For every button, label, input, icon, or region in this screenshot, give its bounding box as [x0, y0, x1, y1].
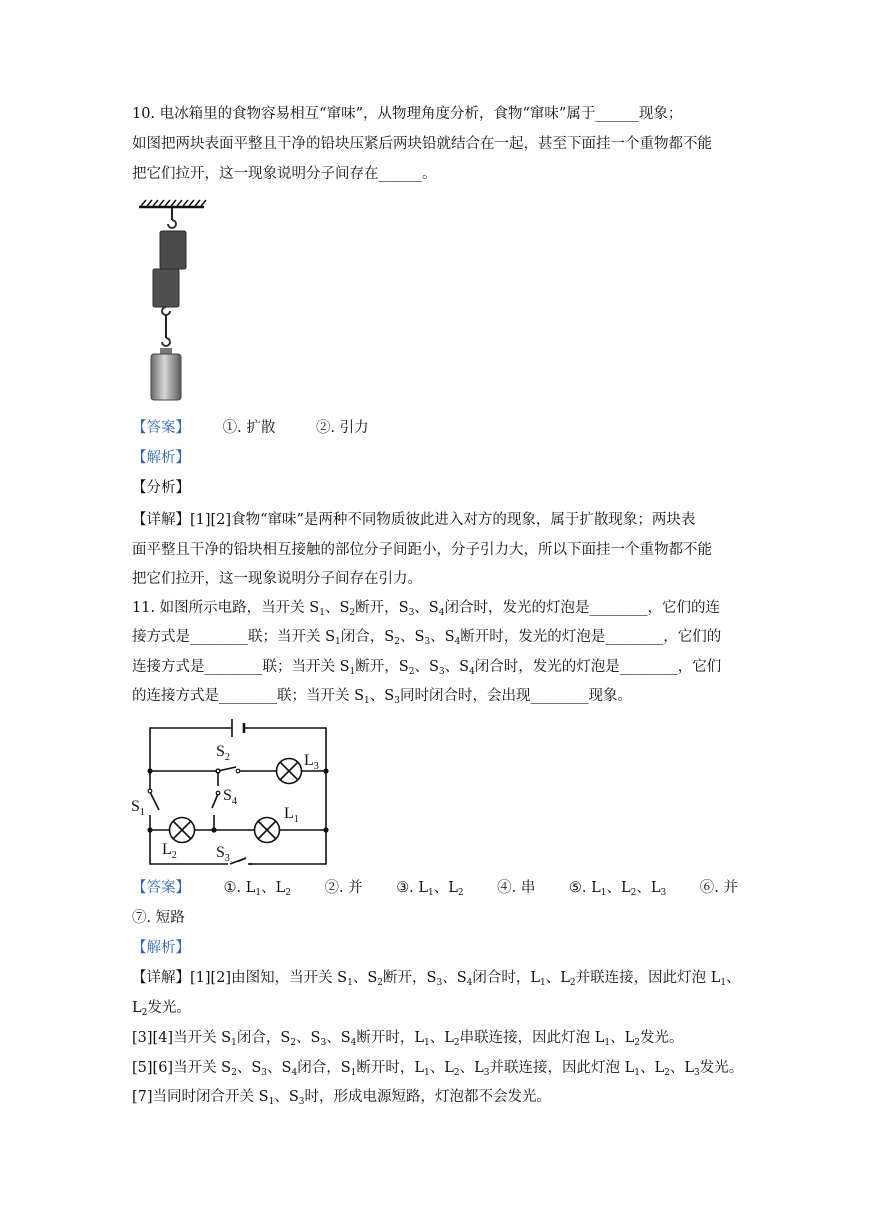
- answer-item: ②. 并: [324, 880, 363, 896]
- q11-answer-row: [132, 878, 738, 903]
- answer-item: ⑦. 短路: [132, 910, 185, 926]
- label-s4: $S_4$: [223, 787, 237, 807]
- label-s1: $S_1$: [131, 798, 145, 818]
- answer-tag: 【答案】: [132, 880, 190, 896]
- lead-blocks-figure: [136, 198, 208, 404]
- answer-item: ②. 引力: [315, 420, 369, 436]
- detail-text: [1][2]食物“窜味”是两种不同物质彼此进入对方的现象，属于扩散现象；两块表: [190, 512, 696, 528]
- q11-detail-line-1: 【详解】[1][2]由图知，当开关 $S_1$、$S_2$断开，$S_3$、$S_4$闭合时，$L_1$、$L_2$并联连接，因此灯泡 $L_1$、: [132, 970, 741, 988]
- label-l3: $L_3$: [304, 752, 319, 772]
- q11-line-2: 接方式是________联；当开关 $S_1$闭合，$S_2$、$S_3$、$S_4$断开时，发光的灯泡是________，它们的: [132, 629, 722, 647]
- label-s2: $S_2$: [216, 743, 230, 763]
- q10-answer-row: [132, 418, 369, 438]
- label-s3: $S_3$: [216, 844, 230, 864]
- q10-detail-line-1: [132, 510, 695, 530]
- q11-detail-line-4: [5][6]当开关 $S_2$、$S_3$、$S_4$闭合，$S_1$断开时，$L_1$、$L_2$、$L_3$并联连接，因此灯泡 $L_1$、$L_2$、$L_3$发光。: [132, 1060, 744, 1078]
- q10-detail-line-2: 面平整且干净的铅块相互接触的部位分子间距小，分子引力大，所以下面挂一个重物都不能: [132, 542, 712, 558]
- label-l1: $L_1$: [284, 805, 299, 825]
- answer-item: ①. $L_1$、$L_2$: [223, 880, 291, 898]
- q11-detail-line-5: [7]当同时闭合开关 $S_1$、$S_3$时，形成电源短路，灯泡都不会发光。: [132, 1089, 551, 1107]
- answer-tag: 【答案】: [132, 420, 190, 436]
- answer-item: ①. 扩散: [222, 420, 276, 436]
- q11-detail-line-3: [3][4]当开关 $S_1$闭合，$S_2$、$S_3$、$S_4$断开时，$L_1$、$L_2$串联连接，因此灯泡 $L_1$、$L_2$发光。: [132, 1030, 684, 1048]
- analysis-tag: 【解析】: [132, 450, 190, 466]
- answer-item: ③. $L_1$、$L_2$: [396, 880, 464, 898]
- q11-line-4: 的连接方式是________联；当开关 $S_1$、$S_3$同时闭合时，会出现________现象。: [132, 688, 632, 706]
- q10-line-3: 把它们拉开，这一现象说明分子间存在______。: [132, 166, 437, 182]
- q11-line-3: 连接方式是________联；当开关 $S_1$断开，$S_2$、$S_3$、$S_4$闭合时，发光的灯泡是________，它们: [132, 659, 722, 677]
- answer-item: ④. 串: [497, 880, 536, 896]
- q11-detail-line-2: $L_2$发光。: [132, 1000, 191, 1018]
- analysis-tag: 【解析】: [132, 940, 190, 956]
- label-l2: $L_2$: [162, 841, 177, 861]
- q10-line-1: 10. 电冰箱里的食物容易相互“窜味”，从物理角度分析，食物“窜味”属于______现象；: [132, 106, 683, 122]
- answer-item: ⑥. 并: [699, 880, 738, 896]
- circuit-diagram: [128, 714, 334, 870]
- q10-detail-line-3: 把它们拉开，这一现象说明分子间存在引力。: [132, 571, 422, 587]
- answer-item: ⑤. $L_1$、$L_2$、$L_3$: [568, 880, 667, 898]
- q10-line-2: 如图把两块表面平整且干净的铅块压紧后两块铅就结合在一起，甚至下面挂一个重物都不能: [132, 136, 712, 152]
- q11-line-1: 11. 如图所示电路，当开关 $S_1$、$S_2$断开，$S_3$、$S_4$闭合时，发光的灯泡是________，它们的连: [132, 600, 720, 618]
- fenxi-tag: 【分析】: [132, 480, 190, 496]
- detail-tag: 【详解】: [132, 512, 190, 528]
